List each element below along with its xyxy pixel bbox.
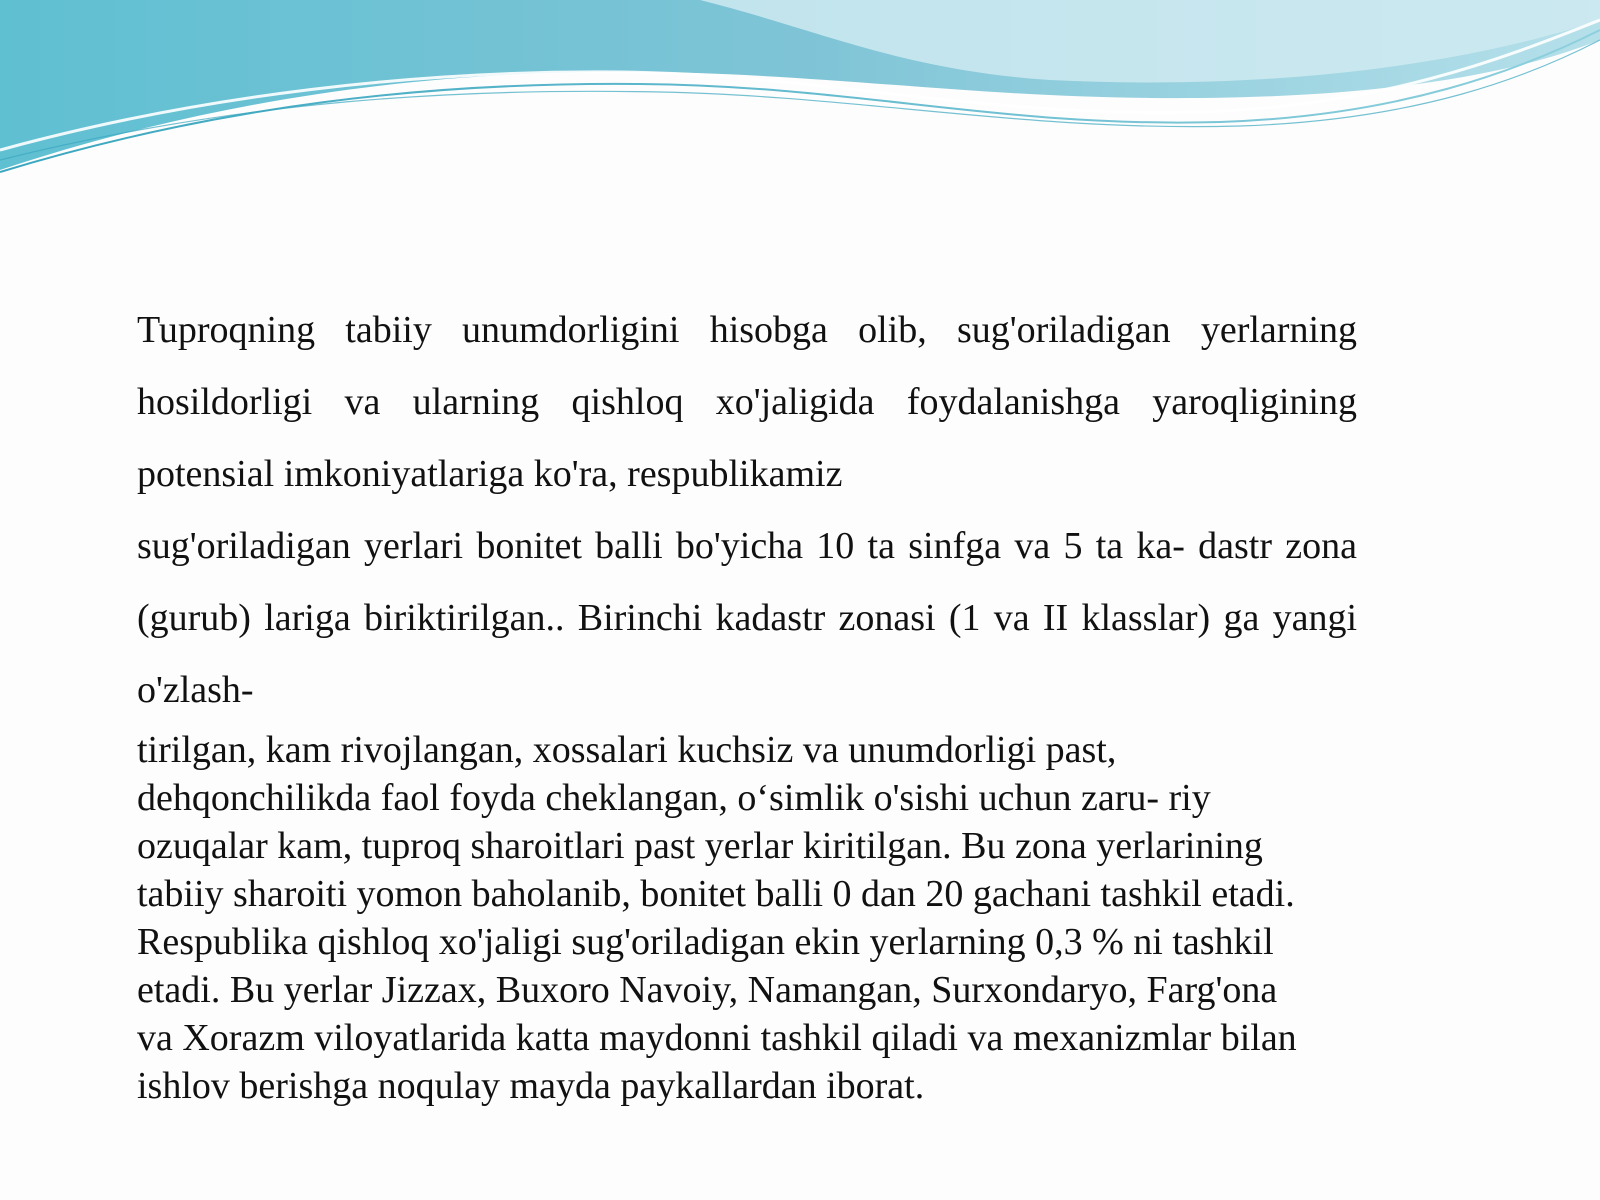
header-wave-decoration	[0, 0, 1600, 200]
text-line: etadi. Bu yerlar Jizzax, Buxoro Navoiy, Namangan, Surxondaryo, Farg'ona	[137, 969, 1278, 1011]
text-line: ozuqalar kam, tuproq sharoitlari past yerlar kiritilgan. Bu zona yerlarining	[137, 825, 1263, 867]
text-line: va Xorazm viloyatlarida katta maydonni tashkil qiladi va mexanizmlar bilan	[137, 1017, 1297, 1059]
text-line: dehqonchilikda faol foyda cheklangan, o‘simlik o'sishi uchun zaru- riy	[137, 777, 1211, 819]
text-line: ishlov berishga noqulay mayda paykallardan iborat.	[137, 1065, 925, 1107]
paragraph-1: Tuproqning tabiiy unumdorligini hisobga olib, sug'oriladigan yerlarning hosildorligi va ularning qishloq xo'jaligida foydalanishga yaroqligining potensial imkoniyatlariga ko'ra, respublikamiz	[137, 309, 1357, 495]
text-line: tirilgan, kam rivojlangan, xossalari kuchsiz va unumdorligi past,	[137, 729, 1117, 771]
text-line: Respublika qishloq xo'jaligi sug'oriladigan ekin yerlarning 0,3 % ni tashkil	[137, 921, 1274, 963]
body-text	[137, 294, 1357, 1110]
paragraph-2: sug'oriladigan yerlari bonitet balli bo'yicha 10 ta sinfga va 5 ta ka- dastr zona (gurub) lariga biriktirilgan.. Birinchi kadastr zonasi (1 va II klasslar) ga yangi o'zlash-	[137, 525, 1357, 711]
text-line: tabiiy sharoiti yomon baholanib, bonitet balli 0 dan 20 gachani tashkil etadi.	[137, 873, 1295, 915]
